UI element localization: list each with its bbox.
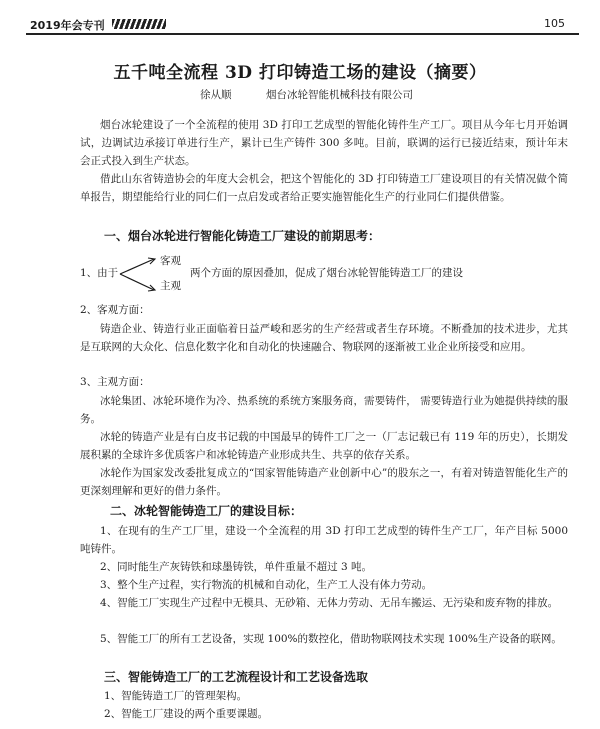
article-title: 五千吨全流程 3D 打印铸造工场的建设（摘要） — [113, 63, 487, 83]
header-hatch-bar — [112, 19, 166, 29]
journal-title: 2019年会专刊 — [30, 19, 105, 32]
author-organization: 烟台冰轮智能机械科技有限公司 — [266, 89, 413, 101]
process-item-2: 2、智能工厂建设的两个重要课题。 — [104, 708, 269, 720]
intro-paragraph-1: 烟台冰轮建设了一个全流程的使用 3D 打印工艺成型的智能化铸件生产工厂。项目从今年七月开始调试，边调试边承接订单进行生产，累计已生产铸件 300 多吨。目前，联调的运行已接近结束，预计年末会正式投入到生产状态。 — [80, 119, 568, 167]
header-rule — [26, 33, 579, 35]
diagram-top-label: 客观 — [160, 255, 181, 267]
goal-item-3: 3、整个生产过程，实行物流的机械和自动化，生产工人没有体力劳动。 — [100, 579, 433, 591]
page-number: 105 — [544, 17, 565, 30]
subjective-paragraph-3: 冰轮作为国家发改委批复成立的“国家智能铸造产业创新中心”的股东之一，有着对铸造智能化生产的更深刻理解和更好的借力条件。 — [80, 467, 568, 497]
process-item-1: 1、智能铸造工厂的管理架构。 — [104, 690, 248, 702]
cause-diagram — [80, 253, 500, 295]
subjective-paragraph-2: 冰轮的铸造产业是有白皮书记载的中国最早的铸件工厂之一（厂志记载已有 119 年的历史），长期发展积累的全球许多优质客户和冰轮铸造产业形成共生、共享的依存关系。 — [80, 431, 568, 461]
intro-paragraph-2: 借此山东省铸造协会的年度大会机会，把这个智能化的 3D 打印铸造工厂建设项目的有关情况做个简单报告，期望能给行业的同仁们一点启发或者给正要实施智能化生产的行业同仁们提供借鉴。 — [80, 173, 568, 203]
goal-item-1: 1、在现有的生产工厂里，建设一个全流程的用 3D 打印工艺成型的铸件生产工厂，年产目标 5000 吨铸件。 — [80, 525, 568, 555]
section-2-heading: 二、冰轮智能铸造工厂的建设目标： — [110, 504, 303, 518]
author-name: 徐从顺 — [200, 89, 232, 101]
bracket-arrows-icon — [118, 253, 158, 295]
goal-item-2: 2、同时能生产灰铸铁和球墨铸铁，单件重量不超过 3 吨。 — [100, 561, 373, 573]
diagram-bottom-label: 主观 — [160, 280, 181, 292]
section-1-heading: 一、烟台冰轮进行智能化铸造工厂建设的前期思考： — [104, 229, 381, 243]
diagram-tail-text: 两个方面的原因叠加，促成了烟台冰轮智能铸造工厂的建设 — [190, 267, 463, 279]
page-header — [26, 13, 579, 35]
objective-paragraph: 铸造企业、铸造行业正面临着日益严峻和恶劣的生产经营或者生存环境。不断叠加的技术进步，尤其是互联网的大众化、信息化数字化和自动化的快速融合、物联网的逐渐被工业企业所接受和应用。 — [80, 323, 568, 353]
section-3-heading: 三、智能铸造工厂的工艺流程设计和工艺设备选取 — [104, 670, 369, 684]
goal-item-5: 5、智能工厂的所有工艺设备，实现 100%的数控化，借助物联网技术实现 100%生产设备的联网。 — [100, 633, 562, 645]
subjective-label: 3、主观方面： — [80, 376, 150, 388]
objective-label: 2、客观方面： — [80, 304, 150, 316]
goal-item-4: 4、智能工厂实现生产过程中无模具、无砂箱、无体力劳动、无吊车搬运、无污染和废弃物的排放。 — [100, 597, 559, 609]
diagram-lead: 1、由于 — [80, 267, 119, 279]
subjective-paragraph-1: 冰轮集团、冰轮环境作为冷、热系统的系统方案服务商，需要铸件， 需要铸造行业为她提供持续的服务。 — [80, 395, 568, 425]
